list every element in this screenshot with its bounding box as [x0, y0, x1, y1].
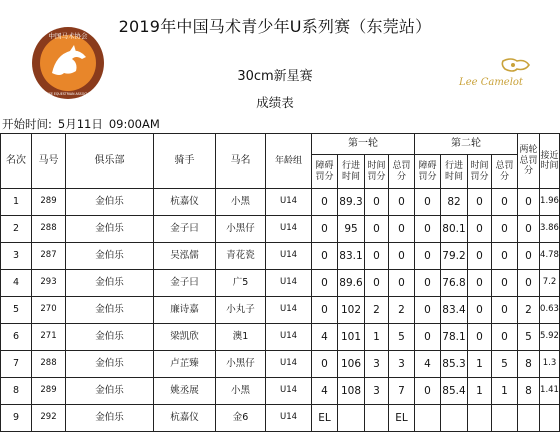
cell-horse-no: 287 [32, 243, 66, 270]
cell-r1-time: 106 [338, 351, 365, 378]
cell-horse: 青花瓷 [216, 243, 266, 270]
cell-horse-no: 289 [32, 378, 66, 405]
results-table [0, 133, 560, 432]
cell-horse: 小黑仔 [216, 351, 266, 378]
cell-r1-obstacle: EL [312, 405, 338, 432]
table-row [1, 297, 560, 324]
cell-two-round-total: 0 [518, 189, 540, 216]
cell-r1-total: 2 [389, 297, 415, 324]
col-r1-time-penalty: 时间罚分 [365, 155, 389, 189]
col-rider: 骑手 [154, 134, 216, 189]
cell-r2-total: 1 [492, 378, 518, 405]
report-header [0, 0, 550, 118]
cell-rank: 3 [1, 243, 32, 270]
cell-rank: 5 [1, 297, 32, 324]
cell-age-group: U14 [266, 351, 312, 378]
cell-two-round-total: 0 [518, 216, 540, 243]
cell-horse-no: 289 [32, 189, 66, 216]
table-row [1, 189, 560, 216]
cell-r1-obstacle: 0 [312, 297, 338, 324]
cell-horse: 金6 [216, 405, 266, 432]
col-r2-total: 总罚分 [492, 155, 518, 189]
cell-r1-time: 101 [338, 324, 365, 351]
cell-r1-obstacle: 0 [312, 351, 338, 378]
page-title: 2019年中国马术青少年U系列赛（东莞站） [118, 17, 432, 36]
col-r1-obstacle: 障碍罚分 [312, 155, 338, 189]
cell-r1-time [338, 405, 365, 432]
cell-rank: 6 [1, 324, 32, 351]
cell-rider: 金子曰 [154, 270, 216, 297]
cell-club: 金伯乐 [66, 405, 154, 432]
col-r2-obstacle: 障碍罚分 [415, 155, 441, 189]
cell-rider: 金子曰 [154, 216, 216, 243]
cell-closeness: 1.96 [540, 189, 560, 216]
cell-r2-time-penalty: 0 [468, 216, 492, 243]
cell-r1-time: 108 [338, 378, 365, 405]
col-r1-total: 总罚分 [389, 155, 415, 189]
cell-two-round-total: 0 [518, 270, 540, 297]
cell-closeness [540, 405, 560, 432]
col-closeness: 接近时间 [540, 134, 560, 189]
cell-r2-obstacle: 4 [415, 351, 441, 378]
cell-horse: 澳1 [216, 324, 266, 351]
cell-club: 金伯乐 [66, 378, 154, 405]
cell-r1-time: 89.3 [338, 189, 365, 216]
cell-club: 金伯乐 [66, 351, 154, 378]
cell-r1-time: 83.1 [338, 243, 365, 270]
cell-horse-no: 271 [32, 324, 66, 351]
cell-r2-time-penalty: 0 [468, 297, 492, 324]
col-two-round-total: 两轮总罚分 [518, 134, 540, 189]
cell-r1-total: 5 [389, 324, 415, 351]
cell-two-round-total [518, 405, 540, 432]
cell-horse-no: 288 [32, 216, 66, 243]
cell-rider: 杭嘉仪 [154, 189, 216, 216]
col-club: 俱乐部 [66, 134, 154, 189]
cell-r2-time: 85.3 [441, 351, 468, 378]
table-row [1, 243, 560, 270]
cell-r1-obstacle: 0 [312, 189, 338, 216]
col-round2: 第二轮 [415, 134, 518, 155]
cell-club: 金伯乐 [66, 297, 154, 324]
cell-r2-obstacle: 0 [415, 378, 441, 405]
table-row [1, 378, 560, 405]
cell-r1-total: 7 [389, 378, 415, 405]
cell-rider: 卢芷臻 [154, 351, 216, 378]
cell-rider: 姚丞展 [154, 378, 216, 405]
cell-r2-time: 82 [441, 189, 468, 216]
cell-r2-obstacle: 0 [415, 324, 441, 351]
cell-r1-obstacle: 0 [312, 216, 338, 243]
cell-club: 金伯乐 [66, 243, 154, 270]
col-round1: 第一轮 [312, 134, 415, 155]
start-date: 5月11日 [57, 117, 103, 131]
cell-r2-time: 80.1 [441, 216, 468, 243]
cell-r2-total: 0 [492, 324, 518, 351]
col-r2-time: 行进时间 [441, 155, 468, 189]
cell-r1-time: 95 [338, 216, 365, 243]
logo-left-text: 中国马术协会 [48, 32, 88, 40]
cell-r1-total: 0 [389, 270, 415, 297]
start-time-line [2, 116, 166, 132]
col-age-group: 年龄组 [266, 134, 312, 189]
cell-closeness: 1.41 [540, 378, 560, 405]
cell-r2-total: 0 [492, 243, 518, 270]
cell-r1-total: EL [389, 405, 415, 432]
cell-r2-total: 0 [492, 297, 518, 324]
cell-r1-total: 3 [389, 351, 415, 378]
cell-horse: 小黑仔 [216, 216, 266, 243]
cell-r2-time: 83.4 [441, 297, 468, 324]
cell-age-group: U14 [266, 324, 312, 351]
cell-closeness: 0.63 [540, 297, 560, 324]
cell-club: 金伯乐 [66, 216, 154, 243]
cell-two-round-total: 8 [518, 351, 540, 378]
cell-horse-no: 270 [32, 297, 66, 324]
cell-r2-obstacle: 0 [415, 216, 441, 243]
cell-horse: 广5 [216, 270, 266, 297]
cell-r2-obstacle [415, 405, 441, 432]
cell-r1-time: 89.6 [338, 270, 365, 297]
cell-r2-time-penalty [468, 405, 492, 432]
cell-r2-time-penalty: 0 [468, 270, 492, 297]
table-row [1, 351, 560, 378]
cell-r2-total [492, 405, 518, 432]
cell-r1-time-penalty: 2 [365, 297, 389, 324]
cell-r2-obstacle: 0 [415, 297, 441, 324]
cell-horse: 小黑 [216, 189, 266, 216]
cell-two-round-total: 0 [518, 243, 540, 270]
cell-r1-time-penalty: 1 [365, 324, 389, 351]
cell-r1-total: 0 [389, 189, 415, 216]
cell-r1-time-penalty: 0 [365, 189, 389, 216]
cell-age-group: U14 [266, 243, 312, 270]
cell-rank: 7 [1, 351, 32, 378]
table-row [1, 324, 560, 351]
cell-rank: 1 [1, 189, 32, 216]
cell-r1-obstacle: 0 [312, 243, 338, 270]
cell-age-group: U14 [266, 405, 312, 432]
cell-r2-total: 0 [492, 216, 518, 243]
cell-r1-time-penalty: 0 [365, 216, 389, 243]
table-row [1, 270, 560, 297]
cell-two-round-total: 8 [518, 378, 540, 405]
col-horse: 马名 [216, 134, 266, 189]
cell-r2-total: 5 [492, 351, 518, 378]
cell-two-round-total: 5 [518, 324, 540, 351]
cell-r2-time: 79.2 [441, 243, 468, 270]
col-rank: 名次 [1, 134, 32, 189]
cell-rider: 廉诗嘉 [154, 297, 216, 324]
cell-r1-time-penalty: 3 [365, 351, 389, 378]
cell-r1-obstacle: 0 [312, 270, 338, 297]
cell-rider: 杭嘉仪 [154, 405, 216, 432]
cell-r1-obstacle: 4 [312, 324, 338, 351]
cell-club: 金伯乐 [66, 189, 154, 216]
cell-closeness: 7.2 [540, 270, 560, 297]
cell-r2-total: 0 [492, 270, 518, 297]
cell-horse: 小黑 [216, 378, 266, 405]
cell-r1-obstacle: 4 [312, 378, 338, 405]
cell-horse: 小丸子 [216, 297, 266, 324]
cell-r1-total: 0 [389, 243, 415, 270]
cell-r2-time-penalty: 0 [468, 324, 492, 351]
cell-r1-total: 0 [389, 216, 415, 243]
cell-r2-time-penalty: 1 [468, 378, 492, 405]
results-body [1, 189, 560, 432]
cell-horse-no: 288 [32, 351, 66, 378]
logo-right-text: Lee Camelot [459, 77, 523, 88]
table-row [1, 405, 560, 432]
results-label: 成绩表 [256, 95, 294, 110]
cell-two-round-total: 2 [518, 297, 540, 324]
cell-r2-time-penalty: 0 [468, 189, 492, 216]
cell-rank: 8 [1, 378, 32, 405]
cell-closeness: 3.86 [540, 216, 560, 243]
cell-rider: 吴泓儒 [154, 243, 216, 270]
cell-rank: 9 [1, 405, 32, 432]
cell-r2-time: 78.1 [441, 324, 468, 351]
cell-r1-time-penalty [365, 405, 389, 432]
start-time: 09:00AM [108, 117, 160, 131]
col-horse-no: 马号 [32, 134, 66, 189]
cell-r2-time [441, 405, 468, 432]
cell-rank: 4 [1, 270, 32, 297]
cell-age-group: U14 [266, 378, 312, 405]
cell-age-group: U14 [266, 189, 312, 216]
start-time-label: 开始时间: [2, 117, 52, 131]
cell-r2-time: 85.4 [441, 378, 468, 405]
cell-r2-total: 0 [492, 189, 518, 216]
col-r1-time: 行进时间 [338, 155, 365, 189]
cell-r2-obstacle: 0 [415, 270, 441, 297]
cell-horse-no: 292 [32, 405, 66, 432]
cell-closeness: 4.78 [540, 243, 560, 270]
cell-closeness: 1.3 [540, 351, 560, 378]
cell-age-group: U14 [266, 270, 312, 297]
cell-rider: 梁凯欣 [154, 324, 216, 351]
cell-rank: 2 [1, 216, 32, 243]
cell-r1-time-penalty: 0 [365, 270, 389, 297]
cell-closeness: 5.92 [540, 324, 560, 351]
cell-r1-time-penalty: 3 [365, 378, 389, 405]
cell-r2-time: 76.8 [441, 270, 468, 297]
lee-camelot-logo [455, 55, 535, 95]
cell-r1-time-penalty: 0 [365, 243, 389, 270]
logo-left-en: CHINESE EQUESTRIAN ASSOCIATION [38, 92, 98, 96]
cell-horse-no: 293 [32, 270, 66, 297]
cell-r2-time-penalty: 1 [468, 351, 492, 378]
cell-club: 金伯乐 [66, 270, 154, 297]
cell-r2-obstacle: 0 [415, 243, 441, 270]
cell-r2-time-penalty: 0 [468, 243, 492, 270]
cell-r2-obstacle: 0 [415, 189, 441, 216]
event-subtitle: 30cm新星赛 [237, 69, 313, 84]
table-row [1, 216, 560, 243]
cell-age-group: U14 [266, 297, 312, 324]
cell-age-group: U14 [266, 216, 312, 243]
cell-club: 金伯乐 [66, 324, 154, 351]
col-r2-time-penalty: 时间罚分 [468, 155, 492, 189]
cell-r1-time: 102 [338, 297, 365, 324]
